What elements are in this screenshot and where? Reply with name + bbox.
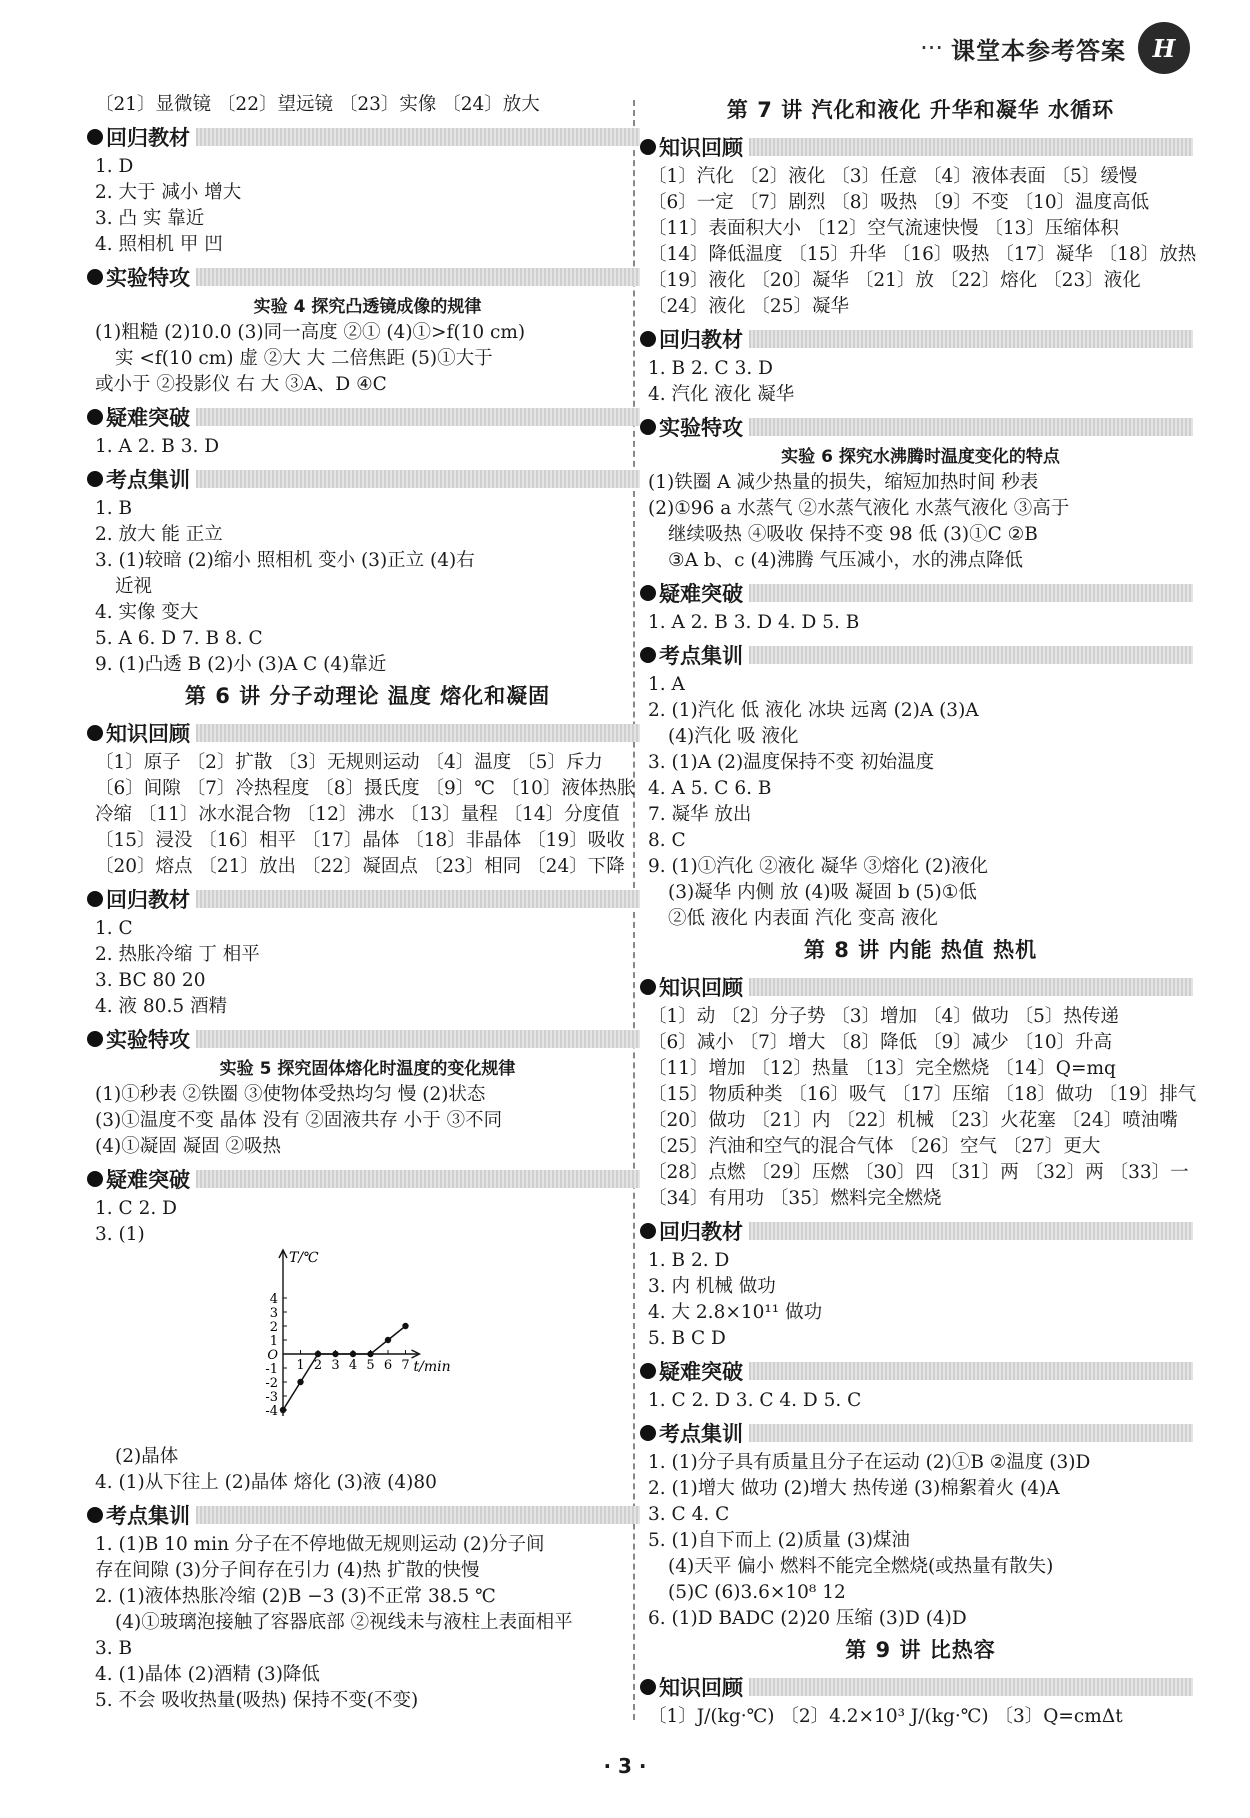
section-bar <box>196 1506 640 1524</box>
section-title: 疑难突破 <box>106 406 190 430</box>
section-title: 考点集训 <box>659 1422 743 1446</box>
section-title: 实验特攻 <box>106 1028 190 1052</box>
answer-line: 〔11〕表面积大小 〔12〕空气流速快慢 〔13〕压缩体积 <box>648 218 1119 239</box>
section-bar <box>196 470 640 488</box>
answer-line: 1. (1)分子具有质量且分子在运动 (2)①B ②温度 (3)D <box>648 1452 1091 1473</box>
answer-line: 1. (1)B 10 min 分子在不停地做无规则运动 (2)分子间 <box>95 1534 545 1555</box>
data-point <box>385 1337 391 1343</box>
answer-line: 〔1〕J/(kg·℃) 〔2〕4.2×10³ J/(kg·℃) 〔3〕Q=cmΔt <box>648 1706 1123 1727</box>
data-point <box>367 1351 373 1357</box>
temperature-time-chart <box>95 1248 640 1444</box>
answer-line: 3. B <box>95 1638 133 1659</box>
bullet-dot-icon <box>87 1171 103 1187</box>
answer-line: 3. 凸 实 靠近 <box>95 208 205 229</box>
section-bar <box>749 330 1193 348</box>
answer-line: 4. 照相机 甲 凹 <box>95 234 223 255</box>
answer-line: 1. D <box>95 156 134 177</box>
answer-line: 〔20〕熔点 〔21〕放出 〔22〕凝固点 〔23〕相同 〔24〕下降 <box>95 856 625 877</box>
y-tick-label: 2 <box>269 1320 278 1335</box>
bullet-dot-icon <box>640 647 656 663</box>
x-tick-label: 4 <box>348 1358 358 1373</box>
bullet-dot-icon <box>640 419 656 435</box>
x-axis-label: t/min <box>413 1359 451 1375</box>
answer-line: 〔6〕一定 〔7〕剧烈 〔8〕吸热 〔9〕不变 〔10〕温度高低 <box>648 192 1150 213</box>
answer-line: 2. (1)汽化 低 液化 冰块 远离 (2)A (3)A <box>648 700 979 721</box>
section-bar <box>749 138 1193 156</box>
bullet-dot-icon <box>640 979 656 995</box>
experiment-title: 实验 5 探究固体熔化时温度的变化规律 <box>219 1059 516 1079</box>
answer-line: 〔15〕浸没 〔16〕相平 〔17〕晶体 〔18〕非晶体 〔19〕吸收 <box>95 830 625 851</box>
section-bar <box>749 1222 1193 1240</box>
y-tick-label: -1 <box>265 1362 278 1377</box>
section-bar <box>749 1424 1193 1442</box>
bullet-dot-icon <box>87 891 103 907</box>
answer-line: ②低 液化 内表面 汽化 变高 液化 <box>668 908 938 929</box>
answer-line: 〔15〕物质种类 〔16〕吸气 〔17〕压缩 〔18〕做功 〔19〕排气 <box>648 1084 1197 1105</box>
answer-line: 9. (1)凸透 B (2)小 (3)A C (4)靠近 <box>95 654 387 675</box>
section-bar <box>749 978 1193 996</box>
answer-line: (5)C (6)3.6×10⁸ 12 <box>668 1582 846 1603</box>
section-bar <box>749 584 1193 602</box>
section-title: 疑难突破 <box>659 1360 743 1384</box>
answer-line: (1)①秒表 ②铁圈 ③使物体受热均匀 慢 (2)状态 <box>95 1084 486 1105</box>
answer-line: 〔11〕增加 〔12〕热量 〔13〕完全燃烧 〔14〕Q=mq <box>648 1058 1116 1079</box>
data-point <box>350 1351 356 1357</box>
lecture-title: 第 7 讲 汽化和液化 升华和凝华 水循环 <box>726 98 1115 122</box>
bullet-dot-icon <box>640 1679 656 1695</box>
section-heading <box>87 716 640 750</box>
lecture-title: 第 6 讲 分子动理论 温度 熔化和凝固 <box>184 684 551 708</box>
y-tick-label: 3 <box>269 1306 278 1321</box>
answer-line: 5. A 6. D 7. B 8. C <box>95 628 263 649</box>
header-dots: ··· <box>920 34 943 62</box>
section-title: 实验特攻 <box>659 416 743 440</box>
x-tick-label: 7 <box>401 1358 410 1373</box>
answer-line: 〔6〕间隙 〔7〕冷热程度 〔8〕摄氏度 〔9〕℃ 〔10〕液体热胀 <box>95 778 636 799</box>
data-point <box>315 1351 321 1357</box>
section-bar <box>196 128 640 146</box>
answer-line: 4. (1)晶体 (2)酒精 (3)降低 <box>95 1664 320 1685</box>
bullet-dot-icon <box>87 409 103 425</box>
section-heading <box>640 130 1193 164</box>
lecture-title: 第 8 讲 内能 热值 热机 <box>803 938 1038 962</box>
answer-line: 近视 <box>115 576 153 597</box>
bullet-dot-icon <box>640 1223 656 1239</box>
section-heading <box>87 260 640 294</box>
answer-line: 2. 大于 减小 增大 <box>95 182 242 203</box>
section-heading <box>87 120 640 154</box>
section-heading <box>640 638 1193 672</box>
answer-line: 3. (1)较暗 (2)缩小 照相机 变小 (3)正立 (4)右 <box>95 550 475 571</box>
x-tick-label: 1 <box>296 1358 305 1373</box>
section-heading <box>87 882 640 916</box>
y-tick-label: 4 <box>269 1292 278 1307</box>
section-title: 考点集训 <box>106 468 190 492</box>
section-bar <box>196 408 640 426</box>
section-heading <box>640 1354 1193 1388</box>
answer-line: 4. A 5. C 6. B <box>648 778 772 799</box>
x-tick-label: 5 <box>366 1358 375 1373</box>
answer-line: 〔19〕液化 〔20〕凝华 〔21〕放 〔22〕熔化 〔23〕液化 <box>648 270 1141 291</box>
x-tick-label: 3 <box>331 1358 340 1373</box>
section-title: 回归教材 <box>659 1220 743 1244</box>
answer-line: 2. 放大 能 正立 <box>95 524 223 545</box>
answer-line: 3. (1)A (2)温度保持不变 初始温度 <box>648 752 935 773</box>
section-title: 实验特攻 <box>106 266 190 290</box>
answer-line: 1. B 2. D <box>648 1250 730 1271</box>
answer-line: 〔1〕原子 〔2〕扩散 〔3〕无规则运动 〔4〕温度 〔5〕斥力 <box>95 752 603 773</box>
answer-line: 1. C <box>95 918 133 939</box>
answer-line: 9. (1)①汽化 ②液化 凝华 ③熔化 (2)液化 <box>648 856 988 877</box>
answer-line: 3. BC 80 20 <box>95 970 206 991</box>
answer-line: (4)天平 偏小 燃料不能完全燃烧(或热量有散失) <box>668 1556 1054 1577</box>
bullet-dot-icon <box>640 331 656 347</box>
section-title: 知识回顾 <box>659 976 743 1000</box>
answer-line: 2. (1)液体热胀冷缩 (2)B −3 (3)不正常 38.5 ℃ <box>95 1586 496 1607</box>
y-tick-label: -2 <box>265 1376 278 1391</box>
bullet-dot-icon <box>640 1363 656 1379</box>
section-heading <box>640 322 1193 356</box>
bullet-dot-icon <box>87 1507 103 1523</box>
page-header <box>920 18 1190 78</box>
section-bar <box>749 1678 1193 1696</box>
answer-line: 〔34〕有用功 〔35〕燃料完全燃烧 <box>648 1188 942 1209</box>
chart-svg <box>245 1248 485 1444</box>
answer-line: 5. (1)自下而上 (2)质量 (3)煤油 <box>648 1530 910 1551</box>
answer-line: 3. (1) <box>95 1224 145 1245</box>
bullet-dot-icon <box>87 471 103 487</box>
bullet-dot-icon <box>87 725 103 741</box>
answer-line: 〔1〕动 〔2〕分子势 〔3〕增加 〔4〕做功 〔5〕热传递 <box>648 1006 1119 1027</box>
section-title: 知识回顾 <box>106 722 190 746</box>
y-axis-label: T/℃ <box>289 1250 319 1266</box>
answer-line: 〔21〕显微镜 〔22〕望远镜 〔23〕实像 〔24〕放大 <box>95 94 540 115</box>
answer-line: 1. A 2. B 3. D <box>95 436 220 457</box>
answer-line: 4. 大 2.8×10¹¹ 做功 <box>648 1302 823 1323</box>
section-heading <box>87 1498 640 1532</box>
section-title: 疑难突破 <box>106 1168 190 1192</box>
section-bar <box>749 646 1193 664</box>
answer-line: 存在间隙 (3)分子间存在引力 (4)热 扩散的快慢 <box>95 1560 480 1581</box>
section-title: 考点集训 <box>659 644 743 668</box>
section-title: 回归教材 <box>106 126 190 150</box>
answer-line: (1)粗糙 (2)10.0 (3)同一高度 ②① (4)①>f(10 cm) <box>95 322 526 343</box>
bullet-dot-icon <box>87 1031 103 1047</box>
bullet-dot-icon <box>87 269 103 285</box>
answer-line: 继续吸热 ④吸收 保持不变 98 低 (3)①C ②B <box>668 524 1038 545</box>
section-title: 回归教材 <box>106 888 190 912</box>
right-column <box>648 92 1197 1730</box>
header-title: 课堂本参考答案 <box>951 36 1126 65</box>
data-point <box>402 1323 408 1329</box>
answer-line: 1. A <box>648 674 685 695</box>
answer-line: 〔14〕降低温度 〔15〕升华 〔16〕吸热 〔17〕凝华 〔18〕放热 <box>648 244 1197 265</box>
answer-line: 4. 实像 变大 <box>95 602 199 623</box>
answer-line: (4)汽化 吸 液化 <box>668 726 799 747</box>
section-heading <box>87 400 640 434</box>
section-heading <box>87 462 640 496</box>
section-title: 知识回顾 <box>659 1676 743 1700</box>
answer-line: ③A b、c (4)沸腾 气压减小，水的沸点降低 <box>668 550 1023 571</box>
experiment-title: 实验 4 探究凸透镜成像的规律 <box>253 297 482 317</box>
section-title: 考点集训 <box>106 1504 190 1528</box>
section-heading <box>640 1214 1193 1248</box>
section-heading <box>87 1022 640 1056</box>
answer-line: (4)①凝固 凝固 ②吸热 <box>95 1136 281 1157</box>
section-title: 回归教材 <box>659 328 743 352</box>
y-tick-label: -4 <box>265 1404 278 1419</box>
section-bar <box>196 1030 640 1048</box>
answer-line: 或小于 ②投影仪 右 大 ③A、D ④C <box>95 374 387 395</box>
left-column <box>95 92 640 1714</box>
answer-line: 2. 热胀冷缩 丁 相平 <box>95 944 260 965</box>
answer-line: 4. 汽化 液化 凝华 <box>648 384 795 405</box>
answer-line: 〔1〕汽化 〔2〕液化 〔3〕任意 〔4〕液体表面 〔5〕缓慢 <box>648 166 1138 187</box>
answer-line: 冷缩 〔11〕冰水混合物 〔12〕沸水 〔13〕量程 〔14〕分度值 <box>95 804 620 825</box>
section-bar <box>749 418 1193 436</box>
answer-line: 7. 凝华 放出 <box>648 804 752 825</box>
answer-line: 1. C 2. D <box>95 1198 177 1219</box>
section-bar <box>196 268 640 286</box>
answer-line: (3)凝华 内侧 放 (4)吸 凝固 b (5)①低 <box>668 882 977 903</box>
origin-label: O <box>267 1348 278 1363</box>
answer-line: 5. 不会 吸收热量(吸热) 保持不变(不变) <box>95 1690 419 1711</box>
answer-line: 6. (1)D BADC (2)20 压缩 (3)D (4)D <box>648 1608 967 1629</box>
section-heading <box>640 410 1193 444</box>
section-bar <box>749 1362 1193 1380</box>
answer-line: 5. B C D <box>648 1328 726 1349</box>
section-title: 疑难突破 <box>659 582 743 606</box>
answer-line: 1. B 2. C 3. D <box>648 358 773 379</box>
bullet-dot-icon <box>87 129 103 145</box>
answer-line: 2. (1)增大 做功 (2)增大 热传递 (3)棉絮着火 (4)A <box>648 1478 1060 1499</box>
answer-line: 1. B <box>95 498 133 519</box>
answer-line: 实 <f(10 cm) 虚 ②大 大 二倍焦距 (5)①大于 <box>115 348 493 369</box>
section-bar <box>196 1170 640 1188</box>
answer-line: 4. 液 80.5 酒精 <box>95 996 227 1017</box>
bullet-dot-icon <box>640 585 656 601</box>
answer-line: (1)铁圈 A 减少热量的损失，缩短加热时间 秒表 <box>648 472 1039 493</box>
section-bar <box>196 890 640 908</box>
x-tick-label: 2 <box>313 1358 323 1373</box>
answer-line: 8. C <box>648 830 686 851</box>
answer-line: (4)①玻璃泡接触了容器底部 ②视线未与液柱上表面相平 <box>115 1612 573 1633</box>
answer-line: 〔24〕液化 〔25〕凝华 <box>648 296 849 317</box>
answer-line: 〔20〕做功 〔21〕内 〔22〕机械 〔23〕火花塞 〔24〕喷油嘴 <box>648 1110 1178 1131</box>
answer-line: 〔25〕汽油和空气的混合气体 〔26〕空气 〔27〕更大 <box>648 1136 1101 1157</box>
answer-line: (2)晶体 <box>115 1446 179 1467</box>
section-heading <box>640 970 1193 1004</box>
section-heading <box>640 1670 1193 1704</box>
answer-line: 1. C 2. D 3. C 4. D 5. C <box>648 1390 862 1411</box>
data-point <box>297 1379 303 1385</box>
y-tick-label: 1 <box>269 1334 278 1349</box>
answer-line: (2)①96 a 水蒸气 ②水蒸气液化 水蒸气液化 ③高于 <box>648 498 1070 519</box>
bullet-dot-icon <box>640 139 656 155</box>
answer-line: 3. C 4. C <box>648 1504 730 1525</box>
page-number: · 3 · <box>603 1754 647 1778</box>
x-tick-label: 6 <box>383 1358 393 1373</box>
experiment-title: 实验 6 探究水沸腾时温度变化的特点 <box>781 447 1060 467</box>
answer-line: 1. A 2. B 3. D 4. D 5. B <box>648 612 860 633</box>
answer-line: 〔28〕点燃 〔29〕压燃 〔30〕四 〔31〕两 〔32〕两 〔33〕一 <box>648 1162 1189 1183</box>
y-tick-label: -3 <box>265 1390 278 1405</box>
section-heading <box>87 1162 640 1196</box>
data-point <box>280 1407 286 1413</box>
answer-line: 4. (1)从下往上 (2)晶体 熔化 (3)液 (4)80 <box>95 1472 437 1493</box>
lecture-title: 第 9 讲 比热容 <box>845 1638 996 1662</box>
section-heading <box>640 576 1193 610</box>
data-point <box>332 1351 338 1357</box>
answer-line: 3. 内 机械 做功 <box>648 1276 776 1297</box>
bullet-dot-icon <box>640 1425 656 1441</box>
answer-line: 〔6〕减小 〔7〕增大 〔8〕降低 〔9〕减少 〔10〕升高 <box>648 1032 1113 1053</box>
answer-line: (3)①温度不变 晶体 没有 ②固液共存 小于 ③不同 <box>95 1110 503 1131</box>
section-bar <box>196 724 640 742</box>
section-heading <box>640 1416 1193 1450</box>
brand-logo-icon: H <box>1138 22 1190 74</box>
section-title: 知识回顾 <box>659 136 743 160</box>
